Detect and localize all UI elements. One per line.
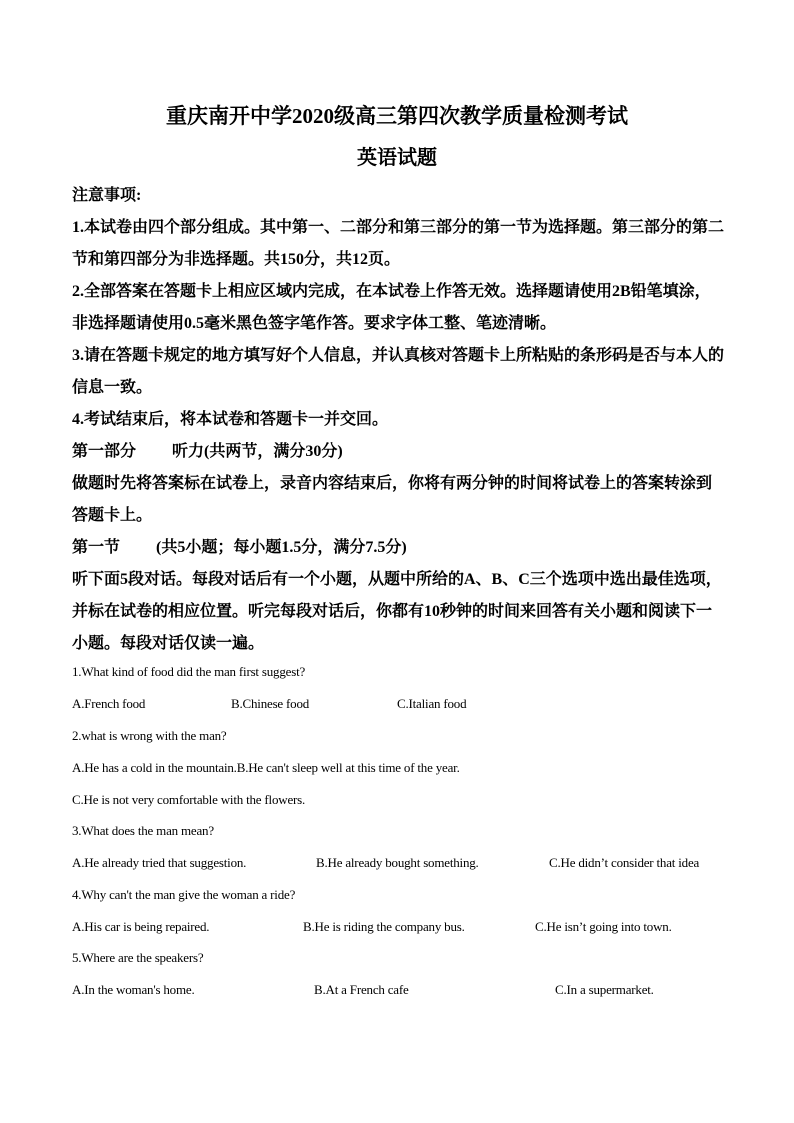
question-option: A.He has a cold in the mountain.B.He can't sleep well at this time of the year. [72, 760, 460, 775]
question-option: A.French food [72, 696, 146, 711]
part1-heading [72, 436, 727, 468]
question-option: B.At a French cafe [314, 982, 409, 997]
question-option: A.In the woman's home. [72, 982, 195, 997]
section1-instruction: 并标在试卷的相应位置。听完每段对话后，你都有10秒钟的时间来回答有关小题和阅读下一 [72, 603, 713, 620]
question-option: A.He already tried that suggestion. [72, 855, 247, 870]
notice-line: 节和第四部分为非选择题。共150分，共12页。 [72, 251, 401, 268]
notice-line: 3.请在答题卡规定的地方填写好个人信息，并认真核对答题卡上所粘贴的条形码是否与本人的 [72, 347, 725, 364]
part1-label: 第一部分 [72, 443, 137, 460]
notice-line: 2.全部答案在答题卡上相应区域内完成，在本试卷上作答无效。选择题请使用2B铅笔填涂， [72, 283, 711, 300]
notice-line: 信息一致。 [72, 379, 153, 396]
question-stem: 1.What kind of food did the man first suggest? [72, 664, 306, 679]
part1-instruction: 答题卡上。 [72, 507, 153, 524]
question-option: A.His car is being repaired. [72, 919, 210, 934]
section1-label: 第一节 [72, 539, 121, 556]
question-stem: 5.Where are the speakers? [72, 950, 204, 965]
question-option: C.He is not very comfortable with the flowers. [72, 792, 306, 807]
page-title: 重庆南开中学2020级高三第四次教学质量检测考试 [166, 104, 628, 128]
section1-instruction: 小题。每段对话仅读一遍。 [72, 635, 265, 652]
section1-heading [72, 532, 727, 564]
question-option: B.Chinese food [231, 696, 310, 711]
section1-instruction: 听下面5段对话。每段对话后有一个小题，从题中所给的A、B、C三个选项中选出最佳选项， [72, 571, 722, 588]
notice-heading: 注意事项: [72, 187, 142, 204]
question-option: B.He is riding the company bus. [303, 919, 465, 934]
question-option: B.He already bought something. [316, 855, 479, 870]
question-stem: 3.What does the man mean? [72, 823, 214, 838]
question-option: C.He didn’t consider that idea [549, 855, 700, 870]
question-stem: 4.Why can't the man give the woman a ride? [72, 887, 296, 902]
question-stem: 2.what is wrong with the man? [72, 728, 227, 743]
notice-line: 1.本试卷由四个部分组成。其中第一、二部分和第三部分的第一节为选择题。第三部分的第二 [72, 219, 725, 236]
part1-instruction: 做题时先将答案标在试卷上，录音内容结束后，你将有两分钟的时间将试卷上的答案转涂到 [72, 475, 713, 492]
question-option: C.In a supermarket. [555, 982, 654, 997]
notice-line: 非选择题请使用0.5毫米黑色签字笔作答。要求字体工整、笔迹清晰。 [72, 315, 557, 332]
question-option: C.He isn’t going into town. [535, 919, 672, 934]
part1-title: 听力(共两节，满分30分) [172, 443, 343, 460]
page-subtitle: 英语试题 [357, 147, 437, 169]
section1-title: (共5小题；每小题1.5分，满分7.5分) [156, 539, 407, 556]
question-option: C.Italian food [397, 696, 467, 711]
notice-line: 4.考试结束后，将本试卷和答题卡一并交回。 [72, 411, 389, 428]
